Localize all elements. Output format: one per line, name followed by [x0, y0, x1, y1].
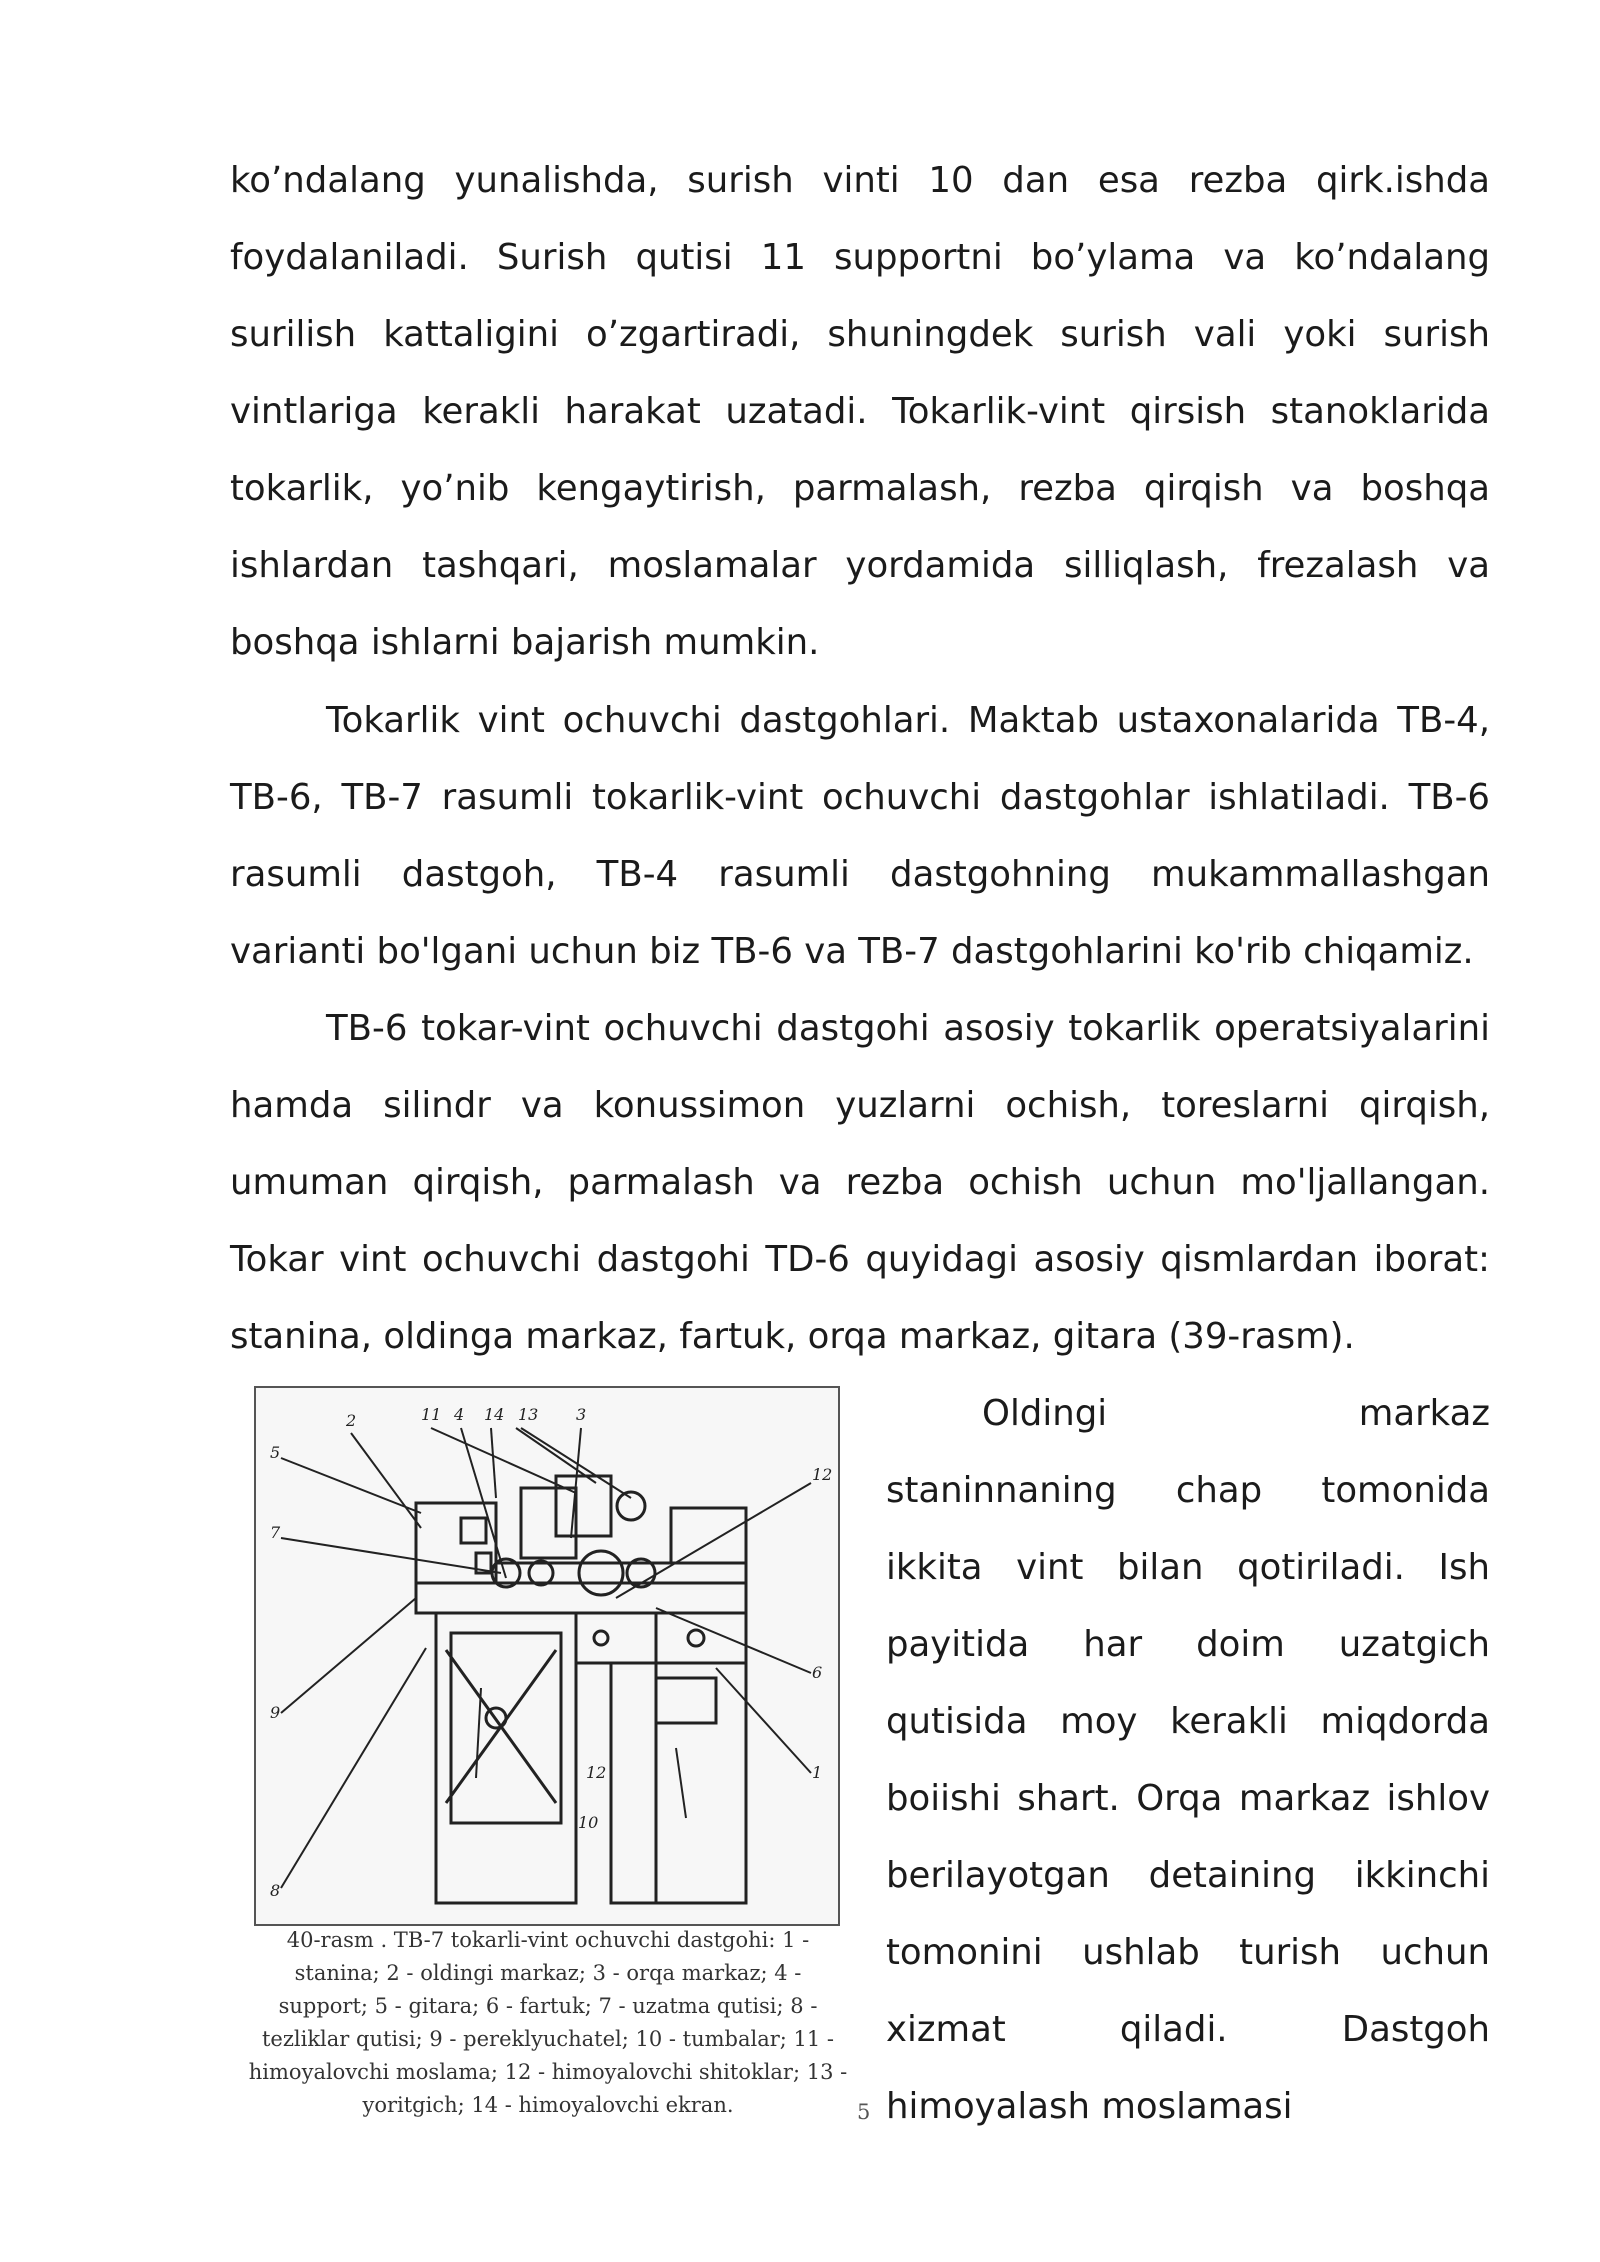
lathe-drawing — [256, 1388, 838, 1924]
paragraph-2: Tokarlik vint ochuvchi dastgohlari. Maktab ustaxonalarida TB-4, TB-6, TB-7 rasumli tokarlik-vint ochuvchi dastgohlar ishlatiladi. TB-6 rasumli dastgoh, TB-4 rasumli dastgohning mukammallashgan varianti bo'lgani uchun biz TB-6 va TB-7 dastgohlarini ko'rib chiqamiz. — [230, 700, 1490, 972]
figure-caption: 40-rasm . TB-7 tokarli-vint ochuvchi dastgohi: 1 - stanina; 2 - oldingi markaz; 3 - orqa markaz; 4 - support; 5 - gitara; 6 - fartuk; 7 - uzatma qutisi; 8 - tezliklar qutisi; 9 - pereklyuchatel; 10 - tumbalar; 11 - himoyalovchi moslama; 12 - himoyalovchi shitoklar; 13 - yoritgich; 14 - himoyalovchi ekran. — [248, 1928, 848, 2117]
figure-label-4: 4 — [454, 1405, 465, 1424]
page-edge-mark: 5 — [857, 2100, 871, 2124]
paragraph-1: ko’ndalang yunalishda, surish vinti 10 dan esa rezba qirk.ishda foydalaniladi. Surish qutisi 11 supportni bo’ylama va ko’ndalang surilish kattaligini o’zgartiradi, shuningdek surish vali yoki surish vintlariga kerakli harakat uzatadi. Tokarlik-vint qirsish stanoklarida tokarlik, yo’nib kengaytirish, parmalash, rezba qirqish va boshqa ishlardan tashqari, moslamalar yordamida silliqlash, frezalash va boshqa ishlarni bajarish mumkin. — [230, 160, 1490, 663]
figure-label-5: 5 — [270, 1443, 281, 1462]
cabinet-right — [656, 1613, 746, 1903]
figure-label-10: 10 — [578, 1813, 599, 1832]
figure-label-3: 3 — [576, 1405, 587, 1424]
figure-label-11: 11 — [421, 1405, 442, 1424]
tailstock — [671, 1508, 746, 1563]
protective-screen — [556, 1476, 611, 1536]
figure-label-13: 13 — [518, 1405, 539, 1424]
figure-label-1: 1 — [812, 1763, 823, 1782]
figure-label-12-top: 12 — [812, 1465, 833, 1484]
figure-label-6: 6 — [812, 1663, 823, 1682]
figure-label-8: 8 — [270, 1881, 281, 1900]
cabinet-left — [436, 1613, 576, 1903]
figure-label-12-bottom: 12 — [586, 1763, 607, 1782]
figure-label-7: 7 — [270, 1523, 281, 1542]
figure-label-14: 14 — [484, 1405, 505, 1424]
figure-label-9: 9 — [270, 1703, 281, 1722]
paragraph-3: TB-6 tokar-vint ochuvchi dastgohi asosiy tokarlik operatsiyalarini hamda silindr va konussimon yuzlarni ochish, toreslarni qirqish, umuman qirqish, parmalash va rezba ochish uchun mo'ljallangan. Tokar vint ochuvchi dastgohi TD-6 quyidagi asosiy qismlardan iborat: stanina, oldinga markaz, fartuk, orqa markaz, gitara (39-rasm). — [230, 1008, 1490, 1357]
lamp — [617, 1492, 645, 1520]
paragraph-4: Oldingi markaz staninnaning chap tomonida ikkita vint bilan qotiriladi. Ish payitida har doim uzatgich qutisida moy kerakli miqdorda boiishi shart. Orqa markaz ishlov berilayotgan detaining ikkinchi tomonini ushlab turish uchun xizmat qiladi. Dastgoh himoyalash moslamasi — [886, 1393, 1490, 2127]
figure-label-2: 2 — [346, 1411, 357, 1430]
lathe-figure — [254, 1386, 840, 1926]
